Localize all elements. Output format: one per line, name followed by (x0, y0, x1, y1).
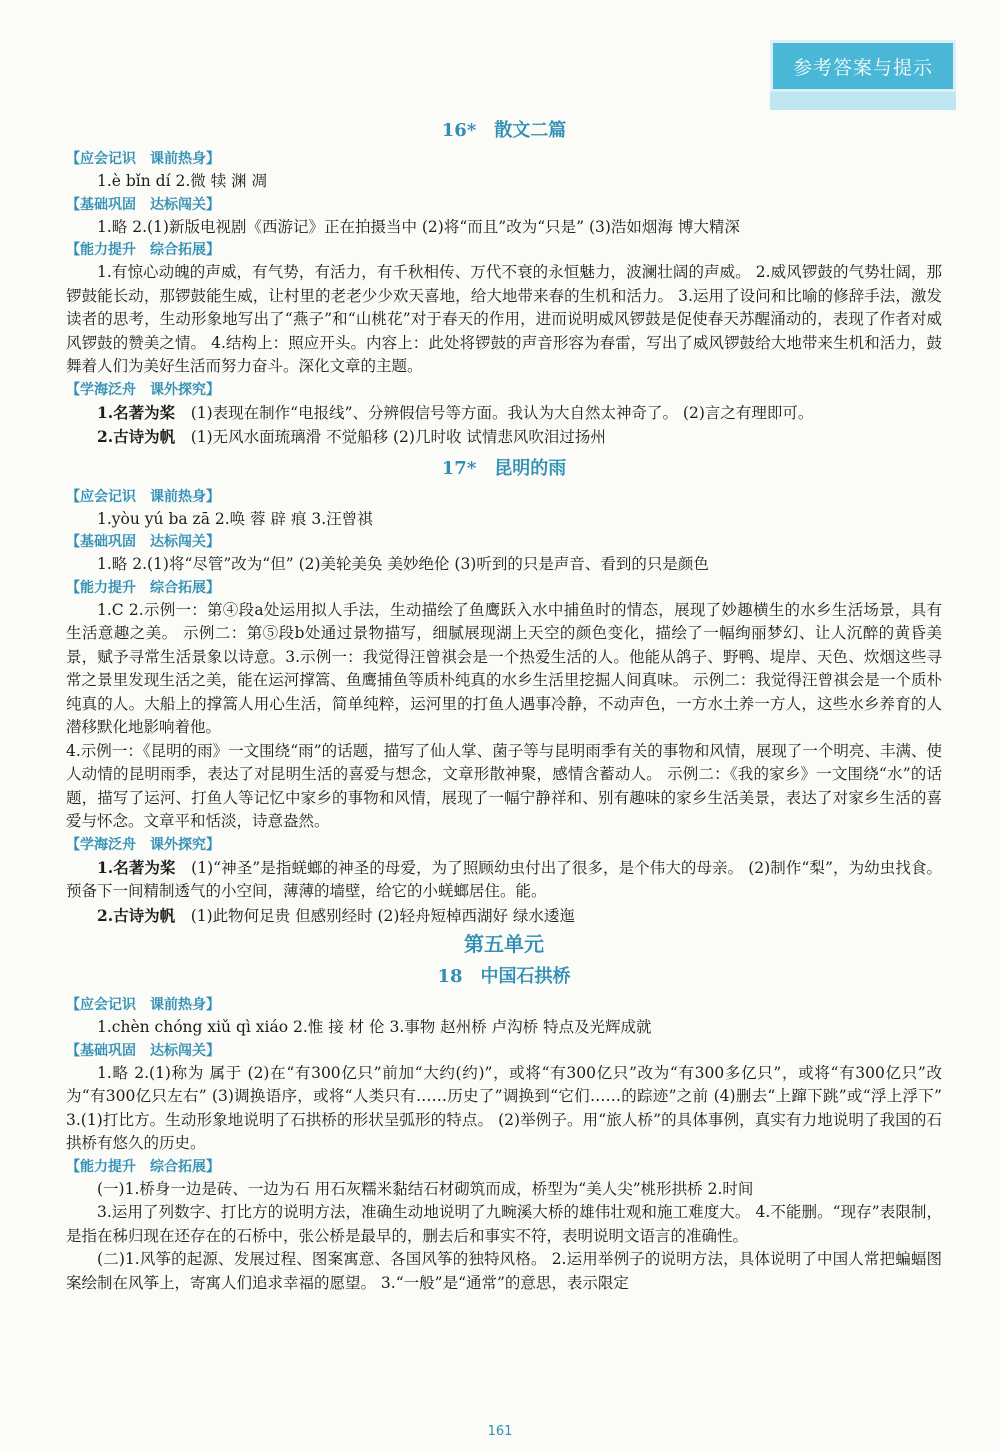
answer-paragraph: (二)1.风筝的起源、发展过程、图案寓意、各国风筝的独特风格。 2.运用举例子的说明方法，具体说明了中国人常把蝙蝠图案绘制在风筝上，寄寓人们追求幸福的愿望。 3.“一般”是“通常”的意思，表示限定 (66, 1250, 942, 1292)
lesson-18-title (66, 962, 942, 992)
answer-paragraph (66, 401, 942, 426)
answer-paragraph: 1.C 2.示例一：第④段a处运用拟人手法，生动描绘了鱼鹰跃入水中捕鱼时的情态，展现了妙趣横生的水乡生活场景，具有生活意趣之美。 示例二：第⑤段b处通过景物描写，细腻展现湖上天空的颜色变化，描绘了一幅绚丽梦幻、让人沉醉的黄昏美景，赋予寻常生活景象以诗意。3.示例一：我觉得汪曾祺会是一个热爱生活的人。他能从鸽子、野鸭、堤岸、天色、炊烟这些寻常之景里发现生活之美，能在运河撑篙、鱼鹰捕鱼等质朴纯真的水乡生活里挖掘人间真味。 示例二：我觉得汪曾祺会是一个质朴纯真的人。大船上的撑篙人用心生活，简单纯粹，运河里的打鱼人遇事冷静，不动声色，一方水土养一方人，这些水乡养育的人潜移默化地影响着他。 (66, 600, 942, 736)
answer-paragraph (66, 904, 942, 929)
lesson-17-title (66, 454, 942, 484)
answer-paragraph: (一)1.桥身一边是砖、一边为石 用石灰糯米黏结石材砌筑而成，桥型为“美人尖”桃形拱桥 2.时间 (97, 1179, 754, 1198)
section-heading: 【学海泛舟 课外探究】 (66, 381, 220, 398)
answer-paragraph: 1.略 2.(1)称为 属于 (2)在“有300亿只”前加“大约(约)”，或将“有300亿只”改为“有300多亿只”，或将“有300亿只”改为“有300亿只左右” (3)调换语序，或将“人类只有……历史了”调换到“它们……的踪迹”之前 (4)删去“上蹿下跳”或“浮上浮下” 3.(1)打比方。生动形象地说明了石拱桥的形状呈弧形的特点。 (2)举例子。用“旅人桥”的具体事例，真实有力地说明了我国的石拱桥有悠久的历史。 (66, 1063, 942, 1152)
lesson-number: 16* (441, 120, 477, 141)
item-label: 2.古诗为帆 (97, 427, 176, 446)
section-heading: 【能力提升 综合拓展】 (66, 579, 220, 596)
unit-title: 第五单元 (464, 932, 544, 956)
lesson-name: 散文二篇 (494, 120, 567, 141)
answer-paragraph: 1.chèn chóng xiǔ qì xiáo 2.惟 接 材 伦 3.事物 赵州桥 卢沟桥 特点及光辉成就 (97, 1018, 652, 1036)
section-heading: 【学海泛舟 课外探究】 (66, 836, 220, 853)
answer-paragraph: 1.è bǐn dí 2.微 犊 渊 凋 (97, 172, 268, 190)
item-text: (1)“神圣”是指蜣螂的神圣的母爱，为了照顾幼虫付出了很多，是个伟大的母亲。 (2)制作“梨”，为幼虫找食。预备下一间精制透气的小空间，薄薄的墙壁，给它的小蜣螂居住。能。 (66, 858, 942, 900)
lesson-number: 17* (441, 457, 477, 479)
section-heading: 【能力提升 综合拓展】 (66, 242, 220, 258)
answer-content (66, 112, 942, 1295)
answer-paragraph (66, 856, 942, 904)
answer-paragraph: 1.略 2.(1)将“尽管”改为“但” (2)美轮美奂 美妙绝伦 (3)听到的只是声音、看到的只是颜色 (97, 555, 709, 573)
section-heading: 【应会记识 课前热身】 (66, 488, 220, 505)
item-text: (1)无风水面琉璃滑 不觉船移 (2)几时收 试情悲风吹泪过扬州 (190, 428, 606, 446)
page-number: 161 (487, 1424, 513, 1439)
section-banner: 参考答案与提示 (770, 40, 956, 92)
section-heading: 【基础巩固 达标闯关】 (66, 196, 220, 213)
answer-paragraph: 3.运用了列数字、打比方的说明方法，准确生动地说明了九畹溪大桥的雄伟壮观和施工难度大。 4.不能删。“现存”表限制，是指在秭归现在还存在的石桥中，张公桥是最早的，删去后和事实不符，表明说明文语言的准确性。 (66, 1203, 942, 1245)
answer-paragraph: 1.有惊心动魄的声威，有气势，有活力，有千秋相传、万代不衰的永恒魅力，波澜壮阔的声威。 2.威风锣鼓的气势壮阔，那锣鼓能长动，那锣鼓能生威，让村里的老老少少欢天喜地，给大地带来春的生机和活力。 3.运用了设问和比喻的修辞手法，激发读者的思考，生动形象地写出了“燕子”和“山桃花”对于春天的作用，进而说明威风锣鼓是促使春天苏醒涌动的，表现了作者对威风锣鼓的赞美之情。 4.结构上：照应开头。内容上：此处将锣鼓的声音形容为春雷，写出了威风锣鼓给大地带来生机和活力，鼓舞着人们为美好生活而努力奋斗。深化文章的主题。 (66, 263, 942, 375)
item-text: (1)此物何足贵 但感别经时 (2)轻舟短棹西湖好 绿水逶迤 (190, 906, 575, 925)
section-heading: 【应会记识 课前热身】 (66, 997, 220, 1013)
section-heading: 【应会记识 课前热身】 (66, 151, 220, 167)
section-heading: 【基础巩固 达标闯关】 (66, 1042, 220, 1059)
lesson-16-title (66, 116, 942, 146)
banner-tab-decoration (770, 92, 956, 110)
item-label: 2.古诗为帆 (97, 905, 176, 925)
item-text: (1)表现在制作“电报线”、分辨假信号等方面。我认为大自然太神奇了。 (2)言之有理即可。 (190, 403, 814, 422)
section-heading: 【能力提升 综合拓展】 (66, 1158, 220, 1175)
answer-paragraph: 4.示例一：《昆明的雨》一文围绕“雨”的话题，描写了仙人掌、菌子等与昆明雨季有关的事物和风情，展现了一个明亮、丰满、使人动情的昆明雨季，表达了对昆明生活的喜爱与想念，文章形散神聚，感情含蓄动人。 示例二：《我的家乡》一文围绕“水”的话题，描写了运河、打鱼人等记忆中家乡的事物和风情，展现了一幅宁静祥和、别有趣味的家乡生活美景，表达了对家乡生活的喜爱与怀念。文章平和恬淡，诗意盎然。 (66, 741, 942, 830)
answer-paragraph: 1.yòu yú ba zā 2.唤 蓉 辟 痕 3.汪曾祺 (97, 509, 373, 528)
lesson-number: 18 (437, 966, 463, 987)
lesson-name: 中国石拱桥 (480, 966, 571, 987)
item-label: 1.名著为桨 (97, 857, 176, 877)
section-heading: 【基础巩固 达标闯关】 (66, 534, 220, 550)
lesson-name: 昆明的雨 (494, 457, 567, 479)
answer-paragraph: 1.略 2.(1)新版电视剧《西游记》正在拍摄当中 (2)将“而且”改为“只是” (3)浩如烟海 博大精深 (97, 217, 740, 236)
answer-paragraph (66, 425, 942, 450)
item-label: 1.名著为桨 (97, 402, 176, 422)
